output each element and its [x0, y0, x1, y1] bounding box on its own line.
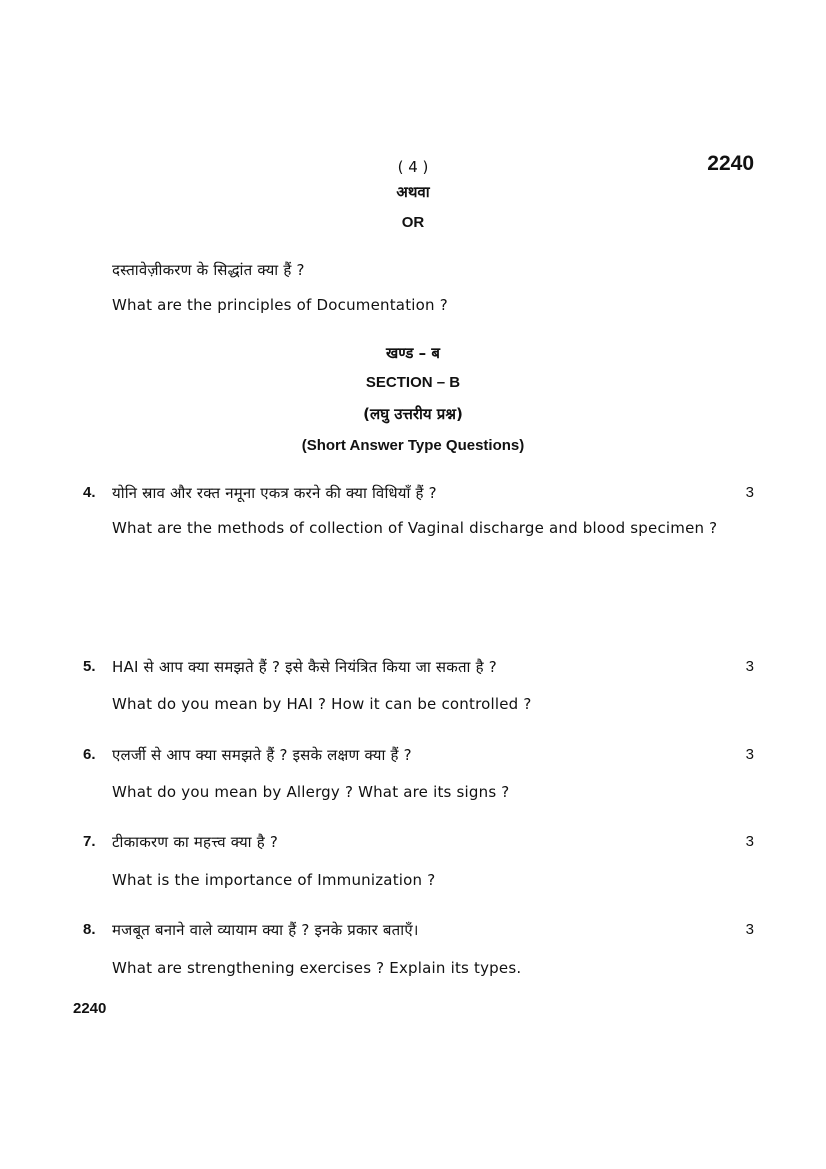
paper-code-top: 2240 [707, 152, 754, 175]
question-english: What are the methods of collection of Vaginal discharge and blood specimen ? [112, 519, 718, 537]
question-number: 8. [83, 921, 96, 938]
question-english: What are strengthening exercises ? Explain its types. [112, 959, 522, 977]
section-heading-hindi: खण्ड – ब [386, 344, 440, 362]
or-heading-hindi: अथवा [396, 183, 430, 201]
question-hindi: HAI से आप क्या समझते हैं ? इसे कैसे नियंत्रित किया जा सकता है ? [112, 658, 497, 676]
or-heading-english: OR [401, 214, 425, 231]
question-hindi: एलर्जी से आप क्या समझते हैं ? इसके लक्षण क्या हैं ? [112, 746, 412, 764]
question-marks: 3 [745, 484, 754, 501]
question-hindi: मजबूत बनाने वाले व्यायाम क्या हैं ? इनके प्रकार बताएँ। [112, 921, 419, 939]
question-marks: 3 [745, 833, 754, 850]
question-english: What do you mean by HAI ? How it can be controlled ? [112, 695, 532, 713]
alt-question-english: What are the principles of Documentation ? [112, 296, 448, 314]
question-number: 4. [83, 484, 96, 501]
section-type-english: (Short Answer Type Questions) [301, 437, 525, 454]
question-marks: 3 [745, 746, 754, 763]
paper-code-bottom: 2240 [73, 1000, 107, 1017]
question-english: What is the importance of Immunization ? [112, 871, 436, 889]
question-marks: 3 [745, 658, 754, 675]
question-hindi: टीकाकरण का महत्त्व क्या है ? [112, 833, 278, 851]
alt-question-hindi: दस्तावेज़ीकरण के सिद्धांत क्या हैं ? [112, 261, 305, 279]
section-heading-english: SECTION – B [365, 374, 461, 391]
question-hindi: योनि स्राव और रक्त नमूना एकत्र करने की क्या विधियाँ हैं ? [112, 484, 437, 502]
section-type-hindi: (लघु उत्तरीय प्रश्न) [363, 405, 463, 423]
page-number: ( 4 ) [397, 158, 429, 176]
question-number: 7. [83, 833, 96, 850]
question-number: 5. [83, 658, 96, 675]
question-number: 6. [83, 746, 96, 763]
question-marks: 3 [745, 921, 754, 938]
question-english: What do you mean by Allergy ? What are its signs ? [112, 783, 510, 801]
